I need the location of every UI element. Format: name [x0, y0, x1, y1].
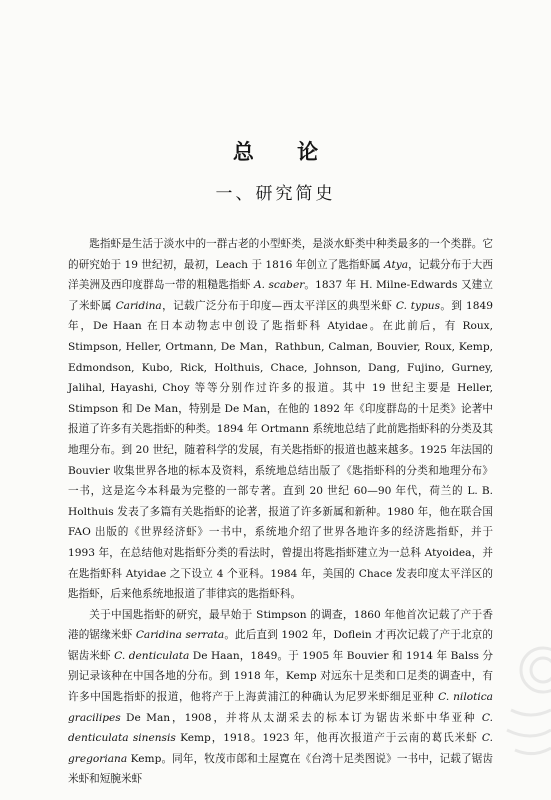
taxon-name: A. scaber	[253, 279, 305, 292]
text-run: Kemp，1918。1923 年，他再次报道产于云南的葛氏米虾	[175, 732, 482, 745]
taxon-name: C. denticulata sinensis	[68, 711, 493, 745]
taxon-name: C. denticulata	[114, 649, 190, 662]
section-heading: 一、研究简史	[215, 184, 336, 204]
text-run: Kemp。同年，牧茂市郎和土屋寛在《台湾十足类图说》一书中，记载了锯齿米虾和短腕米虾	[68, 752, 493, 786]
taxon-name: C. gregoriana	[68, 732, 494, 765]
paragraph	[68, 605, 493, 790]
text-run: 匙指虾是生活于淡水中的一群古老的小型虾类，是淡水虾类中种类最多的一个类群。它的研究始于 19 世纪初，最初，Leach 于 1816 年创立了匙指虾属	[68, 238, 493, 271]
text-run: ，记载广泛分布于印度—西太平洋区的典型米虾	[161, 299, 396, 312]
body-text	[68, 234, 493, 790]
text-run: 。到 1849 年，De Haan 在日本动物志中创设了匙指虾科 Atyidae。在此前后，有 Roux, Stimpson, Heller, Ortmann, De Man，Rathbun, Calman, Bouvier, Roux, Kemp, Edmondson, Kubo, Rick, Holthuis, Chace, Johnson, Dang, Fujino, Gurney, Jalihal, Hayashi, Choy 等等分别作过许多的报道。其中 19 世纪主要是 Heller, Stimpson 和 De Man，特别是 De Man，在他的 1892 年《印度群岛的十足类》论著中报道了许多有关匙指虾的种类。1894 年 Ortmann 系统地总结了此前匙指虾科的分类及其地理分布。到 20 世纪，随着科学的发展，有关匙指虾的报道也越来越多。1925 年法国的 Bouvier 收集世界各地的标本及资料，系统地总结出版了《匙指虾科的分类和地理分布》一书，这是迄今本科最为完整的一部专著。直到 20 世纪 60—90 年代，荷兰的 L. B. Holthuis 发表了多篇有关匙指虾的论著，报道了许多新属和新种。1980 年，他在联合国 FAO 出版的《世界经济虾》一书中，系统地介绍了世界各地许多的经济匙指虾，并于 1993 年，在总结他对匙指虾分类的看法时，曾提出将匙指虾建立为一总科 Atyoidea，并在匙指虾科 Atyidae 之下设立 4 个亚科。1984 年，美国的 Chace 发表印度太平洋区的匙指虾，后来他系统地报道了菲律宾的匙指虾科。	[68, 299, 493, 601]
taxon-name: Atya	[384, 258, 409, 271]
text-run: 。1837 年 H. Milne-Edwards 又建立了米虾属	[68, 279, 494, 312]
taxon-name: C. typus	[395, 299, 441, 312]
text-run: De Haan，1849。于 1905 年 Bouvier 和 1914 年 Balss 分别记录该种在中国各地的分布。到 1918 年，Kemp 对远东十足类和口足类的调查中，有许多中国匙指虾的报道，他将产于上海黄浦江的种确认为尼罗米虾细足亚种	[68, 649, 494, 704]
page-title: 总 论	[232, 139, 337, 164]
paragraph	[68, 234, 493, 605]
text-run: 。此后直到 1902 年，Doflein 才再次记载了产于北京的锯齿米虾	[68, 629, 493, 662]
taxon-name: Caridina serrata	[135, 629, 225, 642]
text-run: De Man，1908，并将从太湖采去的标本订为锯齿米虾中华亚种	[120, 711, 482, 724]
watermark-graphic	[481, 630, 551, 780]
text-run: ，记载分布于大西洋美洲及西印度群岛一带的粗糙匙指虾	[68, 258, 493, 292]
taxon-name: Caridina	[115, 299, 162, 312]
text-run: 关于中国匙指虾的研究，最早始于 Stimpson 的调查，1860 年他首次记载了产于香港的锯缘米虾	[68, 608, 493, 642]
taxon-name: C. nilotica gracilipes	[68, 691, 493, 724]
